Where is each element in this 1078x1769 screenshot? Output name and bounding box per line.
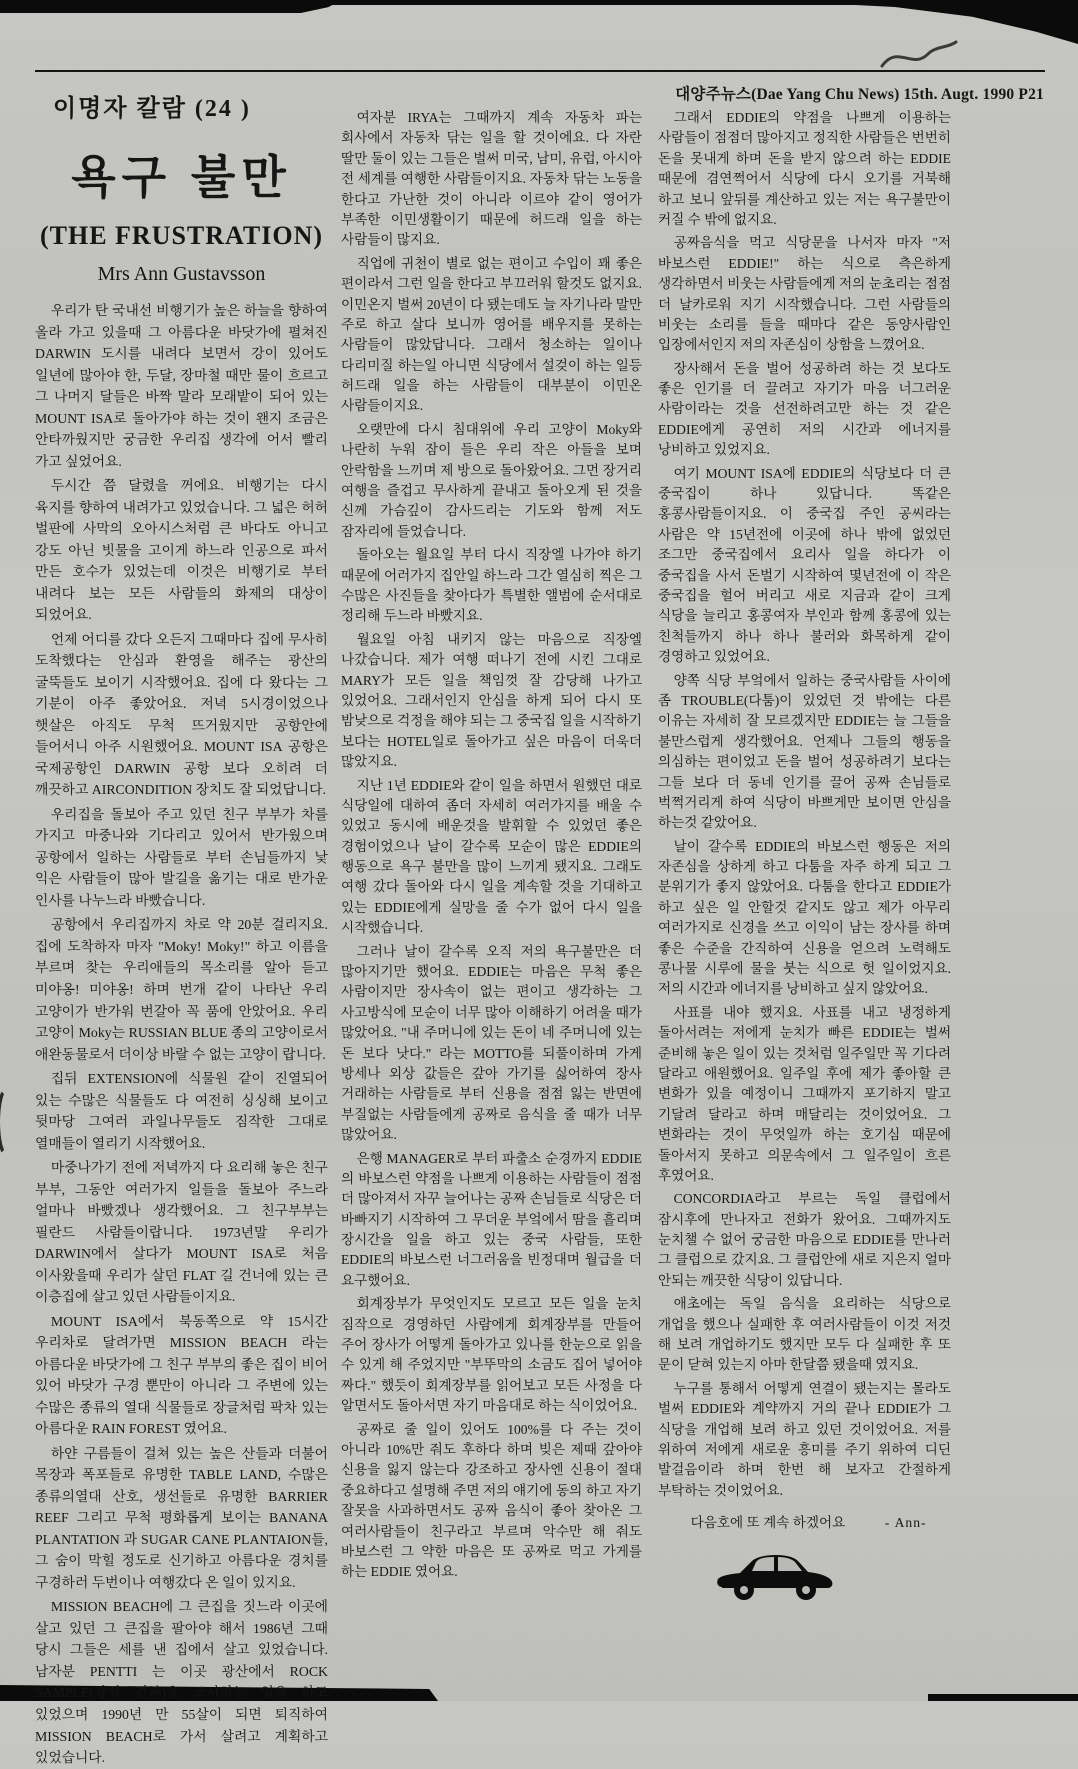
paragraph: 우리가 탄 국내선 비행기가 높은 하늘을 향하여 올라 가고 있을때 그 아름다운 바닷가에 펼쳐진 DARWIN 도시를 내려다 보면서 강이 있어도 일년에 많아야 한, 두달, 장마철 때만 물이 흐르고 그 나머지 달들은 바짝 말라 모래밭이 되어 있는 MOUNT ISA로 돌아가야 하는 것이 왠지 조금은 안타까웠지만 궁금한 우리집 생각에 어서 빨리 가고 싶었어요.: [35, 303, 328, 469]
page-title: 욕구 불만: [71, 151, 292, 203]
paragraph: 공짜로 줄 일이 있어도 100%를 다 주는 것이 아니라 10%만 줘도 후하다 하며 빚은 제때 갚아야 신용을 잃지 않는다 강조하고 장사엔 신용이 절대 중요하다고 설명해 주면 저의 얘기에 동의 하고 자기 잘못을 사과하면서도 공짜 음식이 좋아 찾아온 그 여러사람들이 친구라고 부르며 악수만 해 줘도 바보스런 그 약한 마음은 또 공짜로 먹고 가게를 하는 EDDIE 였어요.: [341, 1421, 642, 1580]
paragraph: 양쪽 식당 부엌에서 일하는 중국사람들 사이에 좀 TROUBLE(다툼)이 있었던 것 밖에는 다른 이유는 자세히 잘 모르겠지만 EDDIE는 늘 그들을 불만스럽게 생각했어요. 언제나 그들의 행동을 의심하는 편이었고 돈을 벌어 성공하려기 보다는 그들 보다 더 동네 인기를 끌어 공짜 손님들로 벅쩍거리게 하여 식당이 바쁘게만 보이면 안심을 하는것 같았어요.: [658, 672, 951, 831]
column-label: 이명자 칼람 (24 ): [53, 96, 251, 122]
column-2-text: [341, 108, 642, 1583]
paragraph: 집뒤 EXTENSION에 식물원 같이 진열되어 있는 수많은 식물들도 다 여전히 싱싱해 보이고 뒷마당 그여러 과일나무들도 짐작한 그대로 열매들이 열리기 시작했어요.: [35, 1071, 328, 1151]
paragraph: 돌아오는 월요일 부터 다시 직장엘 나가야 하기 때문에 어러가지 집안일 하느라 그간 열심히 찍은 그 수많은 사진들을 찾아다가 특별한 앨범에 순서대로 정리해 두느라 바빴지요.: [341, 547, 642, 624]
car-icon: [714, 1547, 836, 1603]
byline: Mrs Ann Gustavsson: [97, 263, 266, 285]
article-column: [341, 108, 642, 1608]
closing-text: 다음호에 또 계속 하겠어요: [690, 1515, 846, 1531]
paragraph: 월요일 아침 내키지 않는 마음으로 직장엘 나갔습니다. 제가 여행 떠나기 전에 시킨 그대로 MARY가 모든 일을 책임껏 잘 감당해 나가고 있었어요. 그래서인지 안심을 하게 되어 다시 또 밤낮으로 걱정을 해야 되는 그 중국집 일을 시작하기 보다는 HOTEL일로 돌아가고 싶은 마음이 더욱더 많았지요.: [341, 631, 642, 770]
column-1-text: [35, 300, 328, 1769]
paragraph: MOUNT ISA에서 북동쪽으로 약 15시간 우리차로 달려가면 MISSION BEACH 라는 아름다운 바닷가에 그 친구 부부의 좋은 집이 비어 있어 바닷가 구경 뿐만이 아니라 그 주변에 있는 수많은 종류의 열대 식물들로 장글처럼 팍차 있는 아름다운 RAIN FOREST 였어요.: [35, 1313, 328, 1437]
paragraph: 두시간 쯤 달렸을 꺼에요. 비행기는 다시 육지를 향하여 내려가고 있었습니다. 그 넓은 허허 벌판에 사막의 오아시스처럼 큰 바다도 아니고 강도 아닌 빗물을 고이게 하느라 인공으로 파서 만든 호수가 있었는데 이것은 비행기로 부터 내려다 보는 모든 사람들의 화제의 대상이 되었어요.: [35, 478, 328, 623]
article-column: [35, 88, 328, 1766]
paragraph: 공항에서 우리집까지 차로 약 20분 걸리지요. 집에 도착하자 마자 "Moky! Moky!" 하고 이름을 부르며 찾는 우리애들의 목소리를 알아 듣고 미야옹! 미야옹! 하며 번개 같이 나타난 우리 고양이가 반가워 번갈아 꼭 품에 안았어요. 우리 고양이 Moky는 RUSSIAN BLUE 종의 고양이로서 애완동물로서 더이상 바랄 수 없는 고양이 랍니다.: [35, 917, 328, 1062]
article-column: [658, 108, 951, 1608]
paragraph: 언제 어디를 갔다 오든지 그때마다 집에 무사히 도착했다는 안심과 환영을 해주는 광산의 굴뚝들도 보이기 시작했어요. 집에 다 왔다는 그 기분이 아주 좋았어요. 저녁 5시경이었으나 햇살은 아직도 무척 뜨거웠지만 공항안에 들어서니 아주 시원했어요. MOUNT ISA 공항은 국제공항인 DARWIN 공항 보다 오히려 더 깨끗하고 AIRCONDITION 장치도 잘 되었답니다.: [35, 631, 328, 798]
pen-mark-swoosh: [878, 40, 958, 74]
scan-artifact-bottom-right: [928, 1694, 1078, 1701]
paragraph: 사표를 내야 했지요. 사표를 내고 냉정하게 돌아서려는 저에게 눈치가 빠른 EDDIE는 벌써 준비해 놓은 일이 있는 것처럼 일주일만 꼭 기다려 달라고 애원했어요. 일주일 후에 제가 좋아할 큰 변화가 있을 예정이니 그때까지 포기하지 말고 기달려 달라고 하며 매달리는 것이었어요. 그 변화라는 것이 무엇일까 하는 호기심 때문에 돌아서지 못하고 의문속에서 그 일주일이 흐른 후였어요.: [658, 1004, 951, 1183]
masthead: 대양주뉴스(Dae Yang Chu News) 15th. Augt. 1990 P21: [675, 86, 1044, 103]
paragraph: 지난 1년 EDDIE와 같이 일을 하면서 원했던 대로 식당일에 대하여 좀더 자세히 여러가지를 배울 수 있었고 동시에 배운것을 발휘할 수 있었던 좋은 경험이었으나 날이 갈수록 모순이 많은 EDDIE의 행동으로 욕구 불만을 많이 느끼게 됐지요. 그래도 여행 갔다 돌아와 다시 일을 계속할 것을 기대하고 있는 EDDIE에게 실망을 줄 수가 없어 다시 일을 시작했습니다.: [341, 777, 642, 936]
column-3-text: [658, 108, 951, 1501]
paragraph: 그래서 EDDIE의 약점을 나쁘게 이용하는 사람들이 점점더 많아지고 정직한 사람들은 번번히 돈을 못내게 하며 돈을 받지 않으려 하는 EDDIE 때문에 겸연쩍어서 식당에 다시 오기를 거북해 하고 보니 앞뒤를 계산하고 있는 저는 욕구불만이 커질 수 밖에 없지요.: [658, 110, 951, 227]
paragraph: 날이 갈수록 EDDIE의 바보스런 행동은 저의 자존심을 상하게 하고 다툼을 자주 하게 되고 그 분위기가 좋지 않았어요. 다툼을 한다고 EDDIE가 하고 싶은 일 안할것 같지도 않고 제가 아무리 여러가지로 신경을 쓰고 이익이 남는 장사를 하며 좋은 수준을 간직하여 신용을 얻으려 노력해도 콩나물 시루에 물을 붓는 식으로 헛 일이었지요. 저의 시간과 에너지를 낭비하고 싶지 않았어요.: [658, 838, 951, 997]
paragraph: 회계장부가 무엇인지도 모르고 모든 일을 눈치 짐작으로 경영하던 사람에게 회계장부를 만들어 주어 장사가 어떻게 돌아가고 있나를 한눈으로 읽을 수 있게 해 주었지만 "부뚜막의 소금도 집어 넣어야 짜다." 했듯이 회계장부를 읽어보고 모든 사정을 다 알면서도 돌아서면 자기 마음대로 하는 식이었어요.: [341, 1296, 642, 1414]
signature: - Ann-: [884, 1515, 927, 1531]
header-rule: [35, 70, 1045, 72]
article-subtitle: (THE FRUSTRATION): [39, 221, 324, 250]
paragraph: 직업에 귀천이 별로 없는 편이고 수입이 꽤 좋은 편이라서 그런 일을 한다고 부끄러워 할것도 없지요. 이민온지 벌써 20년이 다 됐는데도 늘 자기나라 말만 주로 하고 살다 보니까 영어를 배우지를 못하는 사람들이 많았답니다. 그래서 청소하는 일이나 다리미질 하는일 아니면 식당에서 설겆이 하는 일등 허드래 일을 하는 사람들이 대부분이 이민온 사람들이지요.: [341, 255, 642, 414]
paragraph: 오랫만에 다시 침대위에 우리 고양이 Moky와 나란히 누워 잠이 들은 우리 작은 아들을 보며 안락함을 느끼며 제 방으로 돌아왔어요. 그먼 장거리 여행을 즐겁고 무사하게 끝내고 돌아오게 된 것을 신께 가슴깊이 감사드리는 기도와 함께 저도 잠자리에 들었습니다.: [341, 421, 642, 539]
paragraph: 우리집을 돌보아 주고 있던 친구 부부가 차를 가지고 마중나와 기다리고 있어서 반가웠으며 공항에서 일하는 사람들로 부터 손님들까지 낯 익은 사람들이 많아 발길을 옮기는 대로 반가운 인사를 나누느라 바빴습니다.: [35, 806, 328, 908]
paragraph: 누구를 통해서 어떻게 연결이 됐는지는 몰라도 벌써 EDDIE와 계약까지 거의 끝나 EDDIE가 그 식당을 개업해 보려 하고 있던 것이었어요. 저를 위하여 저에게 새로운 흥미를 주기 위하여 디딘 발걸음이라 하며 한번 해 보자고 간절하게 부탁하는 것이었어요.: [658, 1380, 951, 1498]
scan-artifact-top-right-corner: [843, 0, 1078, 44]
closing-line: [658, 1511, 951, 1531]
paragraph: CONCORDIA라고 부르는 독일 클럽에서 잠시후에 만나자고 전화가 왔어요. 그때까지도 눈치챌 수 없어 궁금한 마음으로 EDDIE를 만나러 그 클럽으로 갔지요. 그 클럽안에 새로 지은지 얼마 안되는 깨끗한 식당이 있답니다.: [658, 1191, 951, 1288]
paragraph: 애초에는 독일 음식을 요리하는 식당으로 개업을 했으나 실패한 후 여러사람들이 이것 저것 해 보려 개업하기도 했지만 모두 다 실패한 후 또 문이 닫혀 있는지 아마 한달쯤 됐을때 였지요.: [658, 1296, 951, 1373]
scan-artifact-left-mark: [0, 1086, 20, 1158]
paragraph: 하얀 구름들이 걸쳐 있는 높은 산들과 더불어 목장과 폭포들로 유명한 TABLE LAND, 수많은 종류의열대 산호, 생선들로 유명한 BARRIER REEF 그리고 무척 평화롭게 보이는 BANANA PLANTATION 과 SUGAR CANE PLANTAION들, 그 숨이 막힐 정도로 신기하고 아름다운 경치를 구경하러 두번이나 여행갔다 온 일이 있지요.: [35, 1445, 328, 1590]
article-head: [35, 88, 328, 286]
paragraph: 공짜음식을 먹고 식당문을 나서자 마자 "저 바보스런 EDDIE!" 하는 식으로 측은하게 생각하면서 비웃는 사람들에게 저의 눈초리는 점점 더 날카로워 지기 시작했습니다. 그런 사람들의 비웃는 소리를 들을 때마다 같은 동양사람인 입장에서인지 저의 자존심이 상함을 느꼈어요.: [658, 235, 951, 353]
paragraph: 장사해서 돈을 벌어 성공하려 하는 것 보다도 좋은 인기를 더 끌려고 자기가 마음 너그러운 사람이라는 것을 선전하려고만 하는 것 같은 EDDIE에게 공연히 저의 시간과 에너지를 낭비하고 있었지요.: [658, 360, 951, 458]
paragraph: 마중나가기 전에 저녁까지 다 요리해 놓은 친구 부부, 그동안 여러가지 일들을 돌보아 주느라 얼마나 바빴겠나 생각했어요. 그 친구부부는 필란드 사람들이랍니다. 1973년말 우리가 DARWIN에서 살다가 MOUNT ISA로 처음 이사왔을때 우리가 살던 FLAT 길 건너에 있는 큰 이층집에 살고 있던 사람들이지요.: [35, 1160, 328, 1305]
scan-artifact-top-left: [0, 0, 342, 13]
paragraph: 은행 MANAGER로 부터 파출소 순경까지 EDDIE 의 바보스런 약점을 나쁘게 이용하는 사람들이 점점 더 많아져서 자꾸 늘어나는 공짜 손님들로 식당은 더 바빠지기 시작하여 그 무더운 부엌에서 땀을 흘리며 장시간을 일을 하고 있는 중국 사람들, 또한 EDDIE의 바보스런 너그러움을 빈정대며 월급을 더 요구했어요.: [341, 1150, 642, 1288]
paragraph: 그러나 날이 갈수록 오직 저의 욕구불만은 더 많아지기만 했어요. EDDIE는 마음은 무척 좋은 사람이지만 장사속이 없는 편이고 생각하는 그 사고방식에 모순이 너무 많아 이해하기 어려울 때가 많았어요. "내 주머니에 있는 돈이 네 주머니에 있는 돈 보다 낫다." 라는 MOTTO를 되풀이하며 가게 방세나 외상 값들은 갚아 가기를 싫어하여 장사 거래하는 사람들로 부터 신용을 점점 잃는 반면에 부질없는 사람들에게 공짜로 음식을 줄 때가 너무 많았어요.: [341, 943, 642, 1143]
paragraph: 여기 MOUNT ISA에 EDDIE의 식당보다 더 큰 중국집이 하나 있답니다. 똑같은 홍콩사람들이지요. 이 중국집 주인 공씨라는 사람은 약 15년전에 이곳에 하나 밖에 없었던 조그만 중국집에서 요리사 일을 하다가 이 중국집을 사서 돈벌기 시작하여 몇년전에 이 작은 중국집을 헐어 버리고 새로 지금과 같이 크게 식당을 늘리고 홍콩여자 부인과 함께 홍콩에 있는 친척들까지 하나 하나 불러와 화목하게 같이 경영하고 있었어요.: [658, 465, 951, 665]
paragraph: MISSION BEACH에 그 큰집을 짓느라 이곳에 살고 있던 그 큰집을 팔아야 해서 1986년 그때 당시 그들은 세를 낸 집에서 살고 있었습니다. 남자분 PENTTI 는 이곳 광산에서 ROCK SAMPLE(광석 견본)을 조사하는 일을 하고 있었으며 1990년 만 55살이 되면 퇴직하여 MISSION BEACH로 가서 살려고 계획하고 있었습니다.: [35, 1599, 328, 1766]
paragraph: 여자분 IRYA는 그때까지 계속 자동차 파는 회사에서 자동차 닦는 일을 할 것이에요. 다 자란 딸만 둘이 있는 그들은 벌써 미국, 남미, 유럽, 아시아 전 세계를 여행한 사람들이지요. 자동차 닦는 노동을 한다고 가난한 것이 아니라 이르야 같이 영어가 부족한 이민생활이기 때문에 허드래 일을 하는 사람들이 많지요.: [341, 110, 642, 248]
